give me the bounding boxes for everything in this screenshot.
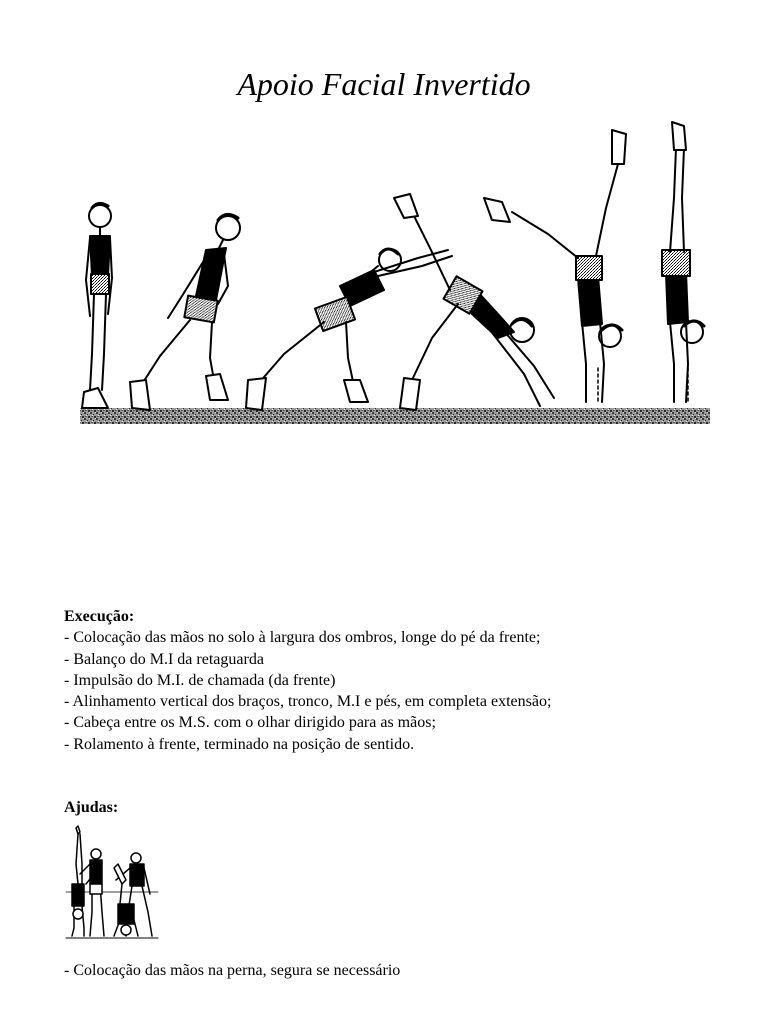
execution-section: [64, 606, 744, 755]
page-title: Apoio Facial Invertido: [237, 66, 531, 102]
phase-near-vertical: [484, 130, 626, 404]
execution-step: - Alinhamento vertical dos braços, tronco, M.I e pés, em completa extensão;: [64, 693, 552, 711]
phase-handstand: [662, 122, 704, 404]
execution-heading: Execução:: [64, 608, 135, 625]
handstand-sequence-illustration: [78, 118, 714, 428]
execution-step: - Impulsão do M.I. de chamada (da frente): [64, 671, 336, 689]
execution-step: - Cabeça entre os M.S. com o olhar dirigido para as mãos;: [64, 714, 436, 732]
spotting-help-illustration: [64, 824, 160, 944]
phase-standing: [82, 203, 112, 408]
execution-step: - Balanço do M.I da retaguarda: [64, 650, 264, 668]
phase-kick: [394, 194, 554, 410]
help-heading: Ajudas:: [64, 799, 119, 816]
ground-mat: [80, 408, 710, 424]
help-section: [64, 797, 744, 818]
execution-step: - Colocação das mãos no solo à largura dos ombros, longe do pé da frente;: [64, 629, 541, 647]
execution-step: - Rolamento à frente, terminado na posição de sentido.: [64, 735, 415, 753]
phase-step: [130, 214, 240, 410]
phase-reach: [246, 249, 452, 410]
execution-steps-list: [64, 627, 744, 755]
help-caption: - Colocação das mãos na perna, segura se necessário: [64, 962, 401, 979]
